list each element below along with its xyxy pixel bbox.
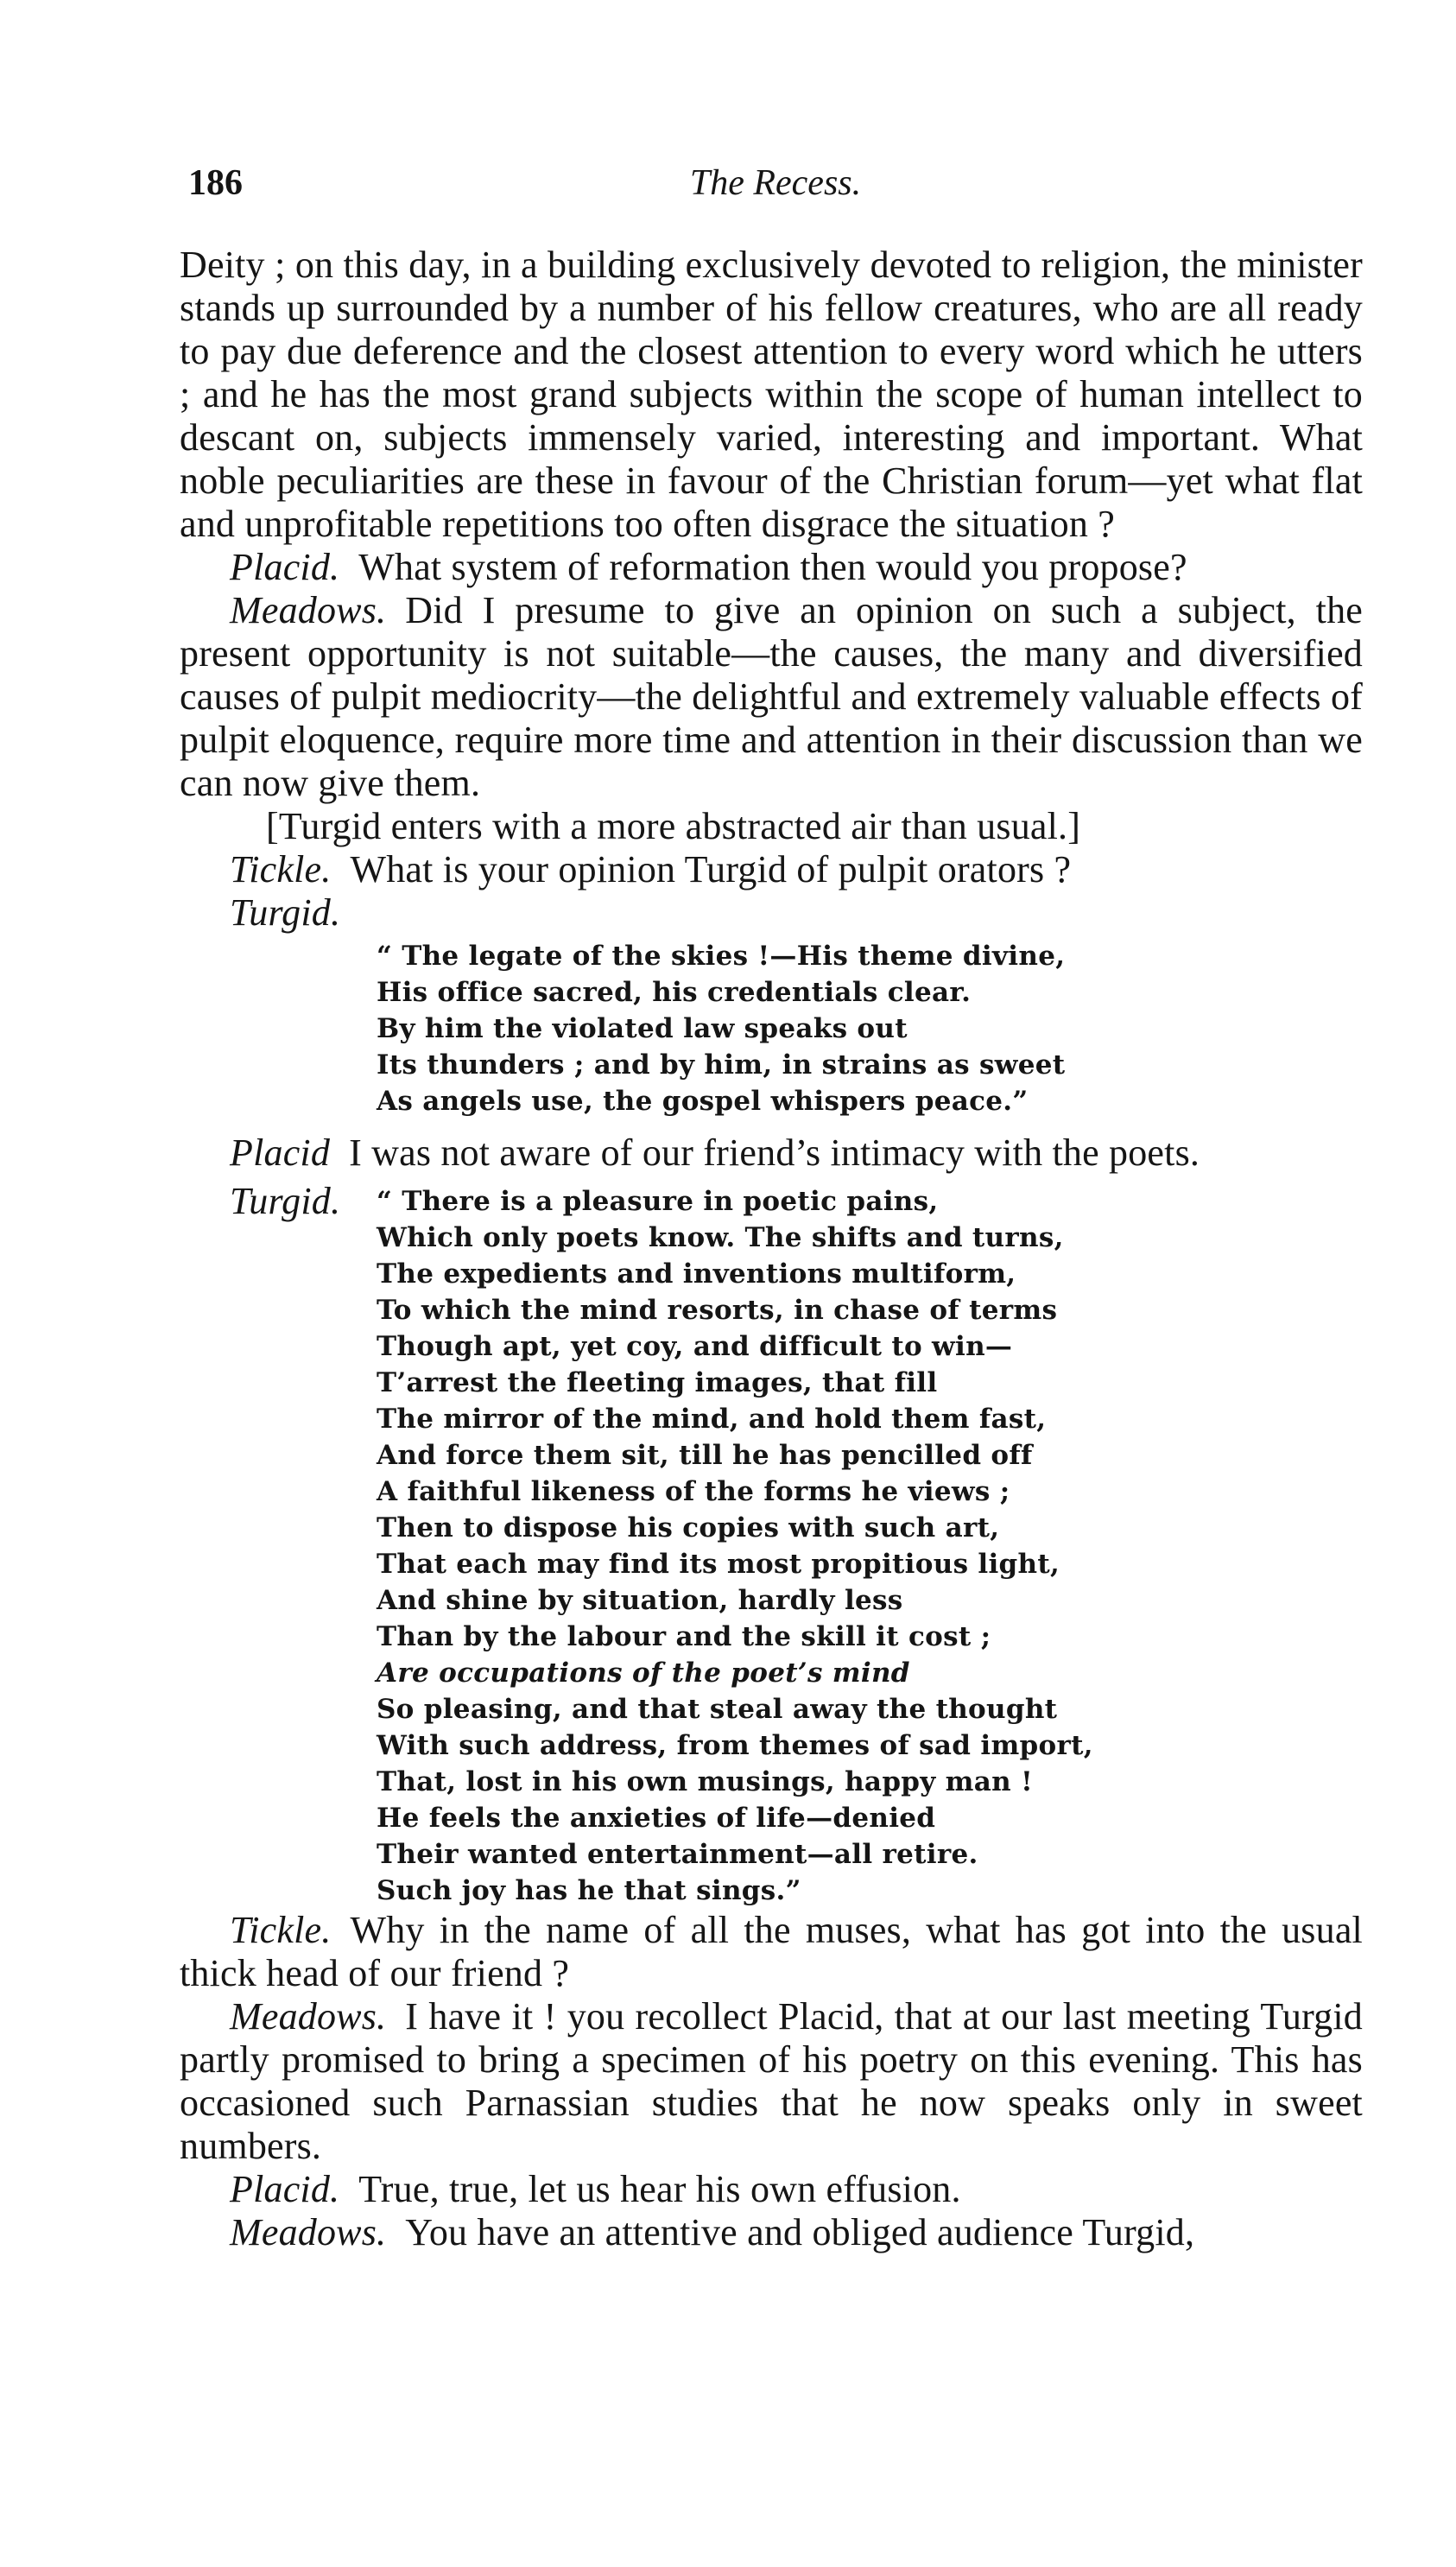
dialogue-text: What is your opinion Turgid of pulpit orators ?: [350, 848, 1072, 891]
speaker-name: Turgid.: [230, 891, 341, 934]
verse-line: Which only poets know. The shifts and turns,: [377, 1222, 1064, 1253]
verse-line: His office sacred, his credentials clear.: [377, 977, 972, 1008]
speaker-name: Tickle.: [230, 1909, 332, 1951]
dialogue-text: True, true, let us hear his own effusion.: [358, 2168, 961, 2210]
verse-line: And force them sit, till he has pencilled off: [377, 1440, 1033, 1471]
verse-line: Such joy has he that sings.”: [377, 1875, 801, 1906]
dialogue-text: I was not aware of our friend’s intimacy with the poets.: [349, 1131, 1200, 1174]
speaker-name: Meadows.: [230, 2211, 387, 2253]
page-header: [188, 162, 1363, 214]
speaker-name: Meadows.: [230, 589, 387, 631]
dialogue-tickle-2: [180, 1909, 1363, 1995]
speaker-name: Placid.: [230, 2168, 340, 2210]
verse-line: T’arrest the fleeting images, that fill: [377, 1367, 938, 1398]
dialogue-meadows-1: [180, 589, 1363, 805]
dialogue-meadows-2: [180, 1995, 1363, 2168]
verse-line: That each may find its most propitious light,: [377, 1549, 1060, 1580]
verse-line: He feels the anxieties of life—denied: [377, 1803, 936, 1834]
running-head: The Recess.: [689, 163, 862, 203]
dialogue-placid-1: [180, 546, 1363, 589]
dialogue-tickle-1: [180, 848, 1363, 891]
dialogue-turgid-2: [180, 1180, 1363, 1909]
dialogue-placid-3: [180, 2168, 1363, 2211]
verse-line: And shine by situation, hardly less: [377, 1585, 903, 1616]
verse-line: Are occupations of the poet’s mind: [377, 1657, 910, 1689]
verse-line: The mirror of the mind, and hold them fast,: [377, 1404, 1047, 1435]
speaker-name: Placid: [230, 1131, 331, 1174]
verse-line: That, lost in his own musings, happy man !: [377, 1766, 1034, 1797]
verse-line: So pleasing, and that steal away the thought: [377, 1694, 1058, 1725]
dialogue-text: You have an attentive and obliged audience Turgid,: [405, 2211, 1195, 2253]
verse-line: Than by the labour and the skill it cost ;: [377, 1621, 991, 1652]
verse-line: The expedients and inventions multiform,: [377, 1258, 1016, 1290]
dialogue-text: What system of reformation then would you propose?: [358, 546, 1187, 588]
dialogue-text: I have it ! you recollect Placid, that at our last meeting Turgid partly promised to bring a specimen of his poetry on this evening. This has occasioned such Parnassian studies that he now speaks only in sweet numbers.: [180, 1995, 1363, 2167]
dialogue-text: Why in the name of all the muses, what has got into the usual thick head of our friend ?: [180, 1909, 1363, 1994]
verse-line: “ There is a pleasure in poetic pains,: [377, 1186, 939, 1217]
verse-quotation-1: [377, 938, 1363, 1119]
verse-line: Its thunders ; and by him, in strains as sweet: [377, 1049, 1066, 1081]
dialogue-text: Did I presume to give an opinion on such a subject, the present opportunity is not suitable—the causes, the many and diversified causes of pulpit mediocrity—the delightful and extremely valuable effects of pulpit eloquence, require more time and attention in their discussion than we can now give them.: [180, 589, 1363, 804]
verse-line: Then to dispose his copies with such art,: [377, 1512, 1000, 1543]
dialogue-placid-2: [180, 1131, 1363, 1175]
verse-quotation-2: [377, 1183, 1093, 1909]
speaker-name: Tickle.: [230, 848, 332, 891]
speaker-name: Placid.: [230, 546, 340, 588]
verse-line: Though apt, yet coy, and difficult to win—: [377, 1331, 1013, 1362]
verse-line: With such address, from themes of sad import,: [377, 1730, 1093, 1761]
dialogue-meadows-3: [180, 2211, 1363, 2254]
page-number: 186: [188, 163, 243, 203]
paragraph-1: Deity ; on this day, in a building exclusively devoted to religion, the minister stands up surrounded by a number of his fellow creatures, who are all ready to pay due deference and the closest attention to every word which he utters ; and he has the most grand subjects within the scope of human intellect to descant on, subjects immensely varied, interesting and important. What noble peculiarities are these in favour of the Christian forum—yet what flat and unprofitable repetitions too often disgrace the situation ?: [180, 244, 1363, 545]
verse-line: To which the mind resorts, in chase of terms: [377, 1295, 1058, 1326]
stage-direction: [Turgid enters with a more abstracted air than usual.]: [266, 805, 1081, 847]
verse-line: A faithful likeness of the forms he views ;: [377, 1476, 1010, 1507]
verse-line: As angels use, the gospel whispers peace.”: [377, 1086, 1029, 1117]
speaker-name: Turgid.: [230, 1180, 341, 1222]
body-text: [180, 244, 1363, 2254]
verse-line: By him the violated law speaks out: [377, 1013, 908, 1044]
speaker-name: Meadows.: [230, 1995, 387, 2038]
dialogue-turgid-1: [180, 891, 1363, 935]
verse-line: “ The legate of the skies !—His theme divine,: [377, 941, 1066, 972]
verse-line: Their wanted entertainment—all retire.: [377, 1839, 978, 1870]
